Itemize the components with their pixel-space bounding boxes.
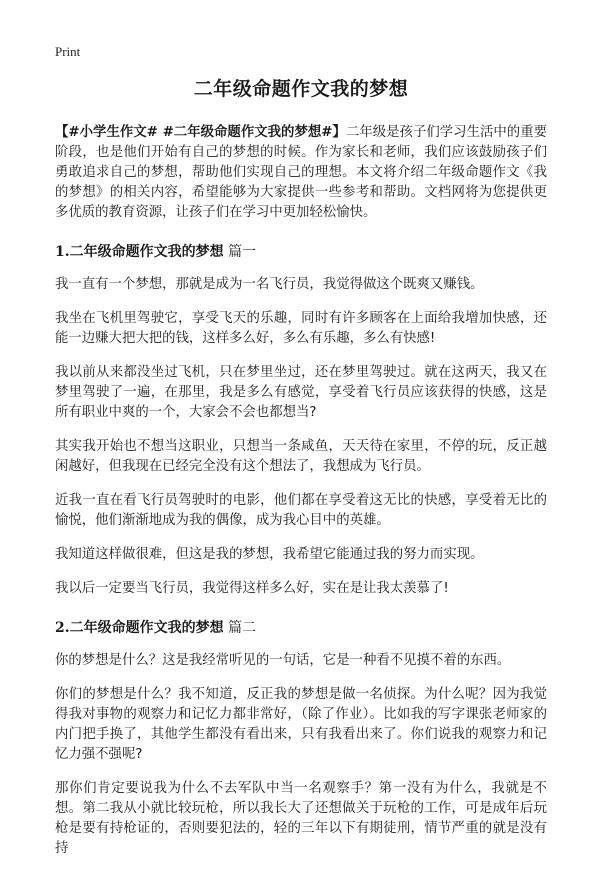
- paragraph: 那你们肯定要说我为什么不去军队中当一名观察手？第一没有为什么，我就是不想。第二我从小就比较玩枪，所以我长大了还想做关于玩枪的工作，可是成年后玩枪是要有持枪证的，否则要犯法的，轻的三年以下有期徒刑，情节严重的就是没有持: [55, 781, 547, 856]
- intro-paragraph: [55, 123, 547, 223]
- paragraph: 我以后一定要当飞行员，我觉得这样多么好，实在是让我太羡慕了!: [55, 581, 449, 596]
- section-heading-2-suffix: 篇二: [223, 620, 257, 636]
- section-heading-1: [55, 241, 547, 261]
- print-link[interactable]: Print: [55, 44, 81, 59]
- paragraph: 其实我开始也不想当这职业，只想当一条咸鱼，天天待在家里，不停的玩，反正越闲越好，但我现在已经完全没有这个想法了，我想成为飞行员。: [55, 439, 547, 474]
- paragraph: 你的梦想是什么？这是我经常听见的一句话，它是一种看不见摸不着的东西。: [55, 653, 511, 668]
- page-title: 二年级命题作文我的梦想: [193, 78, 409, 100]
- section-heading-1-suffix: 篇一: [223, 244, 257, 260]
- paragraph: 近我一直在看飞行员驾驶时的电影，他们都在享受着这无比的快感，享受着无比的愉悦，他们渐渐地成为我的偶像，成为我心目中的英雄。: [55, 493, 547, 528]
- paragraph: 我知道这样做很难，但这是我的梦想，我希望它能通过我的努力而实现。: [55, 547, 484, 562]
- intro-tag: 【#小学生作文# #二年级命题作文我的梦想#】: [55, 125, 346, 140]
- paragraph: 你们的梦想是什么？我不知道，反正我的梦想是做一名侦探。为什么呢？因为我觉得我对事物的观察力和记忆力都非常好，（除了作业）。比如我的写字课张老师家的内门把手换了，其他学生都没有看出来，只有我看出来了。你们说我的观察力和记忆力强不强呢?: [55, 687, 547, 762]
- paragraph: 我以前从来都没坐过飞机，只在梦里坐过，还在梦里驾驶过。就在这两天，我又在梦里驾驶了一遍，在那里，我是多么有感觉，享受着飞行员应该获得的快感，这是所有职业中爽的一个，大家会不会也都想当?: [55, 365, 547, 420]
- paragraph: 我坐在飞机里驾驶它，享受飞天的乐趣，同时有许多顾客在上面给我增加快感，还能一边赚大把大把的钱，这样多么好，多么有乐趣，多么有快感!: [55, 311, 547, 346]
- section-heading-2: [55, 617, 547, 637]
- paragraph: 我一直有一个梦想，那就是成为一名飞行员，我觉得做这个既爽又赚钱。: [55, 277, 484, 292]
- intro-text: 二年级是孩子们学习生活中的重要阶段，也是他们开始有自己的梦想的时候。作为家长和老师，我们应该鼓励孩子们勇敢追求自己的梦想，帮助他们实现自己的理想。本文将介绍二年级命题作文《我的梦想》的相关内容，希望能够为大家提供一些参考和帮助。文档网将为您提供更多优质的教育资源，让孩子们在学习中更加轻松愉快。: [55, 125, 547, 220]
- section-heading-1-text: 1.二年级命题作文我的梦想: [55, 244, 224, 260]
- section-heading-2-text: 2.二年级命题作文我的梦想: [55, 620, 224, 636]
- article: [55, 74, 547, 873]
